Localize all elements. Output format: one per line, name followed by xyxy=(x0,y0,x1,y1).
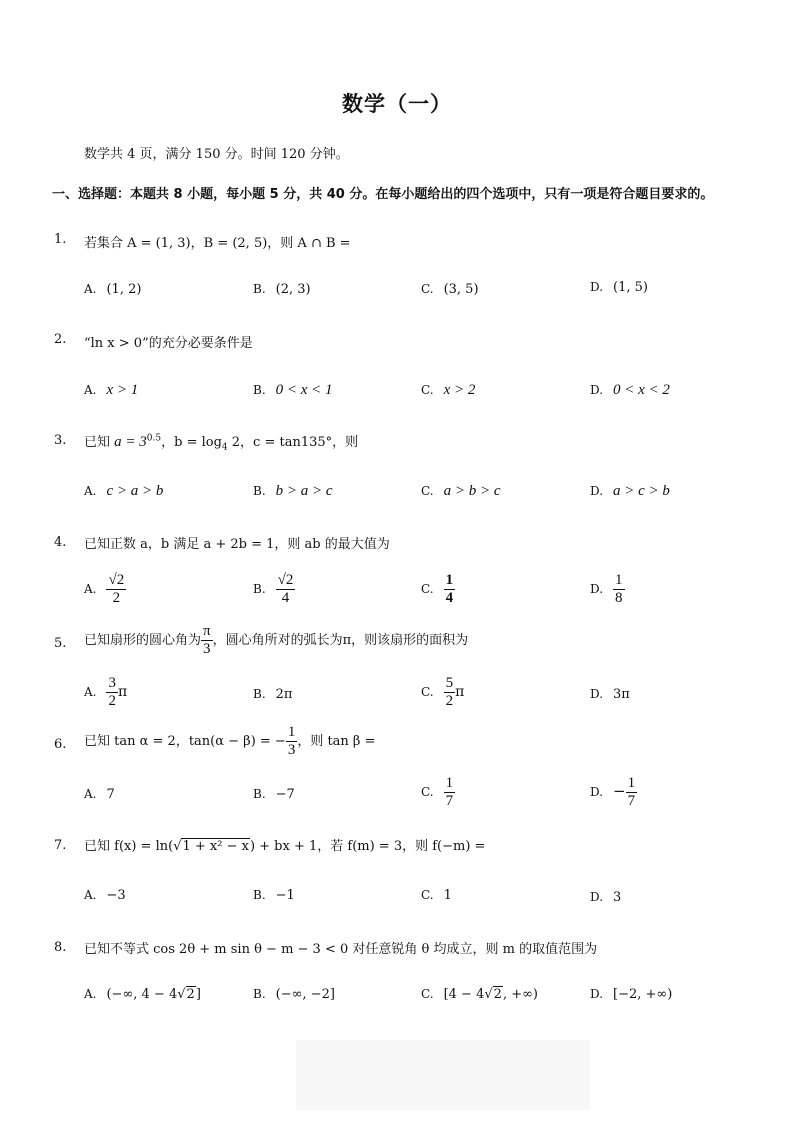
option-label: A. xyxy=(84,685,97,699)
fraction xyxy=(444,572,456,607)
question-text xyxy=(84,431,358,453)
numerator: 1 xyxy=(445,775,454,791)
expr-a-exponent: 0.5 xyxy=(146,433,162,444)
option-value: −3 xyxy=(106,888,126,903)
option-value: x > 2 xyxy=(443,382,476,398)
option-sign: − xyxy=(613,782,626,800)
question-text-pre: 已知 f(x) = ln( xyxy=(84,839,174,854)
denominator: 4 xyxy=(445,590,454,606)
option-value: (2, 3) xyxy=(275,282,311,297)
option-a xyxy=(84,787,115,802)
question-number: 4. xyxy=(54,535,67,550)
option-label: C. xyxy=(421,888,434,902)
option-value-pre: [4 − 4 xyxy=(443,987,485,1002)
denominator: 2 xyxy=(445,693,454,709)
sqrt-radicand: 2 xyxy=(493,987,502,1002)
question-text-post: ) + bx + 1，若 f(m) = 3，则 f(−m) = xyxy=(249,839,486,854)
fraction xyxy=(276,572,296,607)
option-label: B. xyxy=(253,888,266,902)
option-value: 3 xyxy=(613,890,622,905)
option-b xyxy=(253,888,295,903)
numerator: √2 xyxy=(277,572,294,588)
option-label: D. xyxy=(590,987,604,1001)
option-d xyxy=(590,775,637,810)
option-value: (−∞, −2] xyxy=(275,987,335,1002)
option-value: 2π xyxy=(275,687,293,702)
option-label: A. xyxy=(84,987,97,1001)
section-heading: 一、选择题：本题共 8 小题，每小题 5 分，共 40 分。在每小题给出的四个选项中，只有一项是符合题目要求的。 xyxy=(52,187,714,202)
sqrt-icon: √ xyxy=(173,839,182,854)
option-tail: π xyxy=(117,684,128,700)
option-label: B. xyxy=(253,787,266,801)
option-value: −1 xyxy=(275,888,295,903)
page-title: 数学（一） xyxy=(342,92,452,116)
option-label: B. xyxy=(253,987,266,1001)
question-number: 3. xyxy=(54,433,67,448)
denominator: 3 xyxy=(287,742,296,758)
option-d xyxy=(590,890,621,905)
fraction xyxy=(106,572,126,607)
option-label: B. xyxy=(253,484,266,498)
option-label: C. xyxy=(421,582,434,596)
question-number: 5. xyxy=(54,636,67,651)
question-text-pre: 已知 tan α = 2，tan(α − β) = − xyxy=(84,734,286,749)
question-number: 7. xyxy=(54,838,67,853)
option-value: 3π xyxy=(613,687,630,702)
question-number: 6. xyxy=(54,737,67,752)
numerator: 1 xyxy=(287,724,296,740)
option-c xyxy=(421,282,479,297)
option-label: D. xyxy=(590,687,604,701)
option-label: B. xyxy=(253,582,266,596)
expr-tail: 2，c = tan135°，则 xyxy=(227,435,359,450)
exam-intro: 数学共 4 页，满分 150 分。时间 120 分钟。 xyxy=(84,147,349,162)
fraction xyxy=(444,775,456,810)
option-value: c > a > b xyxy=(106,483,164,499)
option-d xyxy=(590,687,630,702)
question-text: 已知不等式 cos 2θ + m sin θ − m − 3 < 0 对任意锐角 θ 均成立，则 m 的取值范围为 xyxy=(84,942,598,957)
option-label: B. xyxy=(253,687,266,701)
denominator: 7 xyxy=(627,793,636,809)
denominator: 8 xyxy=(615,590,623,606)
sqrt-icon: √ xyxy=(484,987,493,1002)
option-b xyxy=(253,483,333,500)
option-b xyxy=(253,382,333,399)
option-label: D. xyxy=(590,383,604,397)
option-a xyxy=(84,382,138,399)
option-b xyxy=(253,282,311,297)
option-value: −7 xyxy=(275,787,295,802)
option-label: A. xyxy=(84,484,97,498)
option-c xyxy=(421,775,455,810)
question-text xyxy=(84,724,375,759)
option-value: 1 xyxy=(443,888,452,903)
option-d xyxy=(590,572,625,607)
fraction xyxy=(201,623,213,658)
option-value: (1, 2) xyxy=(106,282,142,297)
option-d xyxy=(590,987,672,1002)
fraction xyxy=(444,675,456,710)
option-label: C. xyxy=(421,383,434,397)
option-value-pre: (−∞, 4 − 4 xyxy=(106,987,178,1002)
numerator: 1 xyxy=(445,572,454,588)
numerator: 1 xyxy=(627,775,636,791)
sqrt-radicand: 2 xyxy=(186,987,195,1002)
fraction xyxy=(106,675,118,710)
option-b xyxy=(253,572,295,607)
option-c xyxy=(421,888,452,903)
option-value: [−2, +∞) xyxy=(613,987,673,1002)
question-text: “ln x > 0”的充分必要条件是 xyxy=(84,336,253,351)
option-a xyxy=(84,282,141,297)
fraction xyxy=(286,724,298,759)
numerator: π xyxy=(203,623,211,639)
option-c xyxy=(421,572,455,607)
question-text: 若集合 A = (1, 3)，B = (2, 5)，则 A ∩ B = xyxy=(84,236,351,251)
sqrt-expression xyxy=(177,987,196,1002)
denominator: 7 xyxy=(445,793,454,809)
sqrt-radicand: 1 + x² − x xyxy=(182,839,249,854)
fraction xyxy=(613,572,625,607)
sqrt-icon: √ xyxy=(177,987,186,1002)
option-label: D. xyxy=(590,484,604,498)
denominator: 2 xyxy=(112,590,121,606)
option-d xyxy=(590,483,670,500)
option-c xyxy=(421,483,500,500)
option-label: A. xyxy=(84,787,97,801)
option-value: a > b > c xyxy=(443,483,501,499)
question-text xyxy=(84,623,468,658)
option-value: (3, 5) xyxy=(443,282,479,297)
option-a xyxy=(84,987,201,1002)
question-text-post: ，圆心角所对的弧长为π，则该扇形的面积为 xyxy=(212,633,469,648)
question-text-pre: 已知 xyxy=(84,435,111,450)
option-b xyxy=(253,987,335,1002)
question-number: 8. xyxy=(54,940,67,955)
question-text-pre: 已知扇形的圆心角为 xyxy=(84,633,202,648)
option-c xyxy=(421,382,475,399)
numerator: 5 xyxy=(445,675,454,691)
option-label: C. xyxy=(421,282,434,296)
option-value: 7 xyxy=(106,787,115,802)
sqrt-expression xyxy=(484,987,503,1002)
option-value: 0 < x < 2 xyxy=(613,382,670,398)
denominator: 3 xyxy=(203,641,211,657)
option-d xyxy=(590,280,648,295)
question-number: 1. xyxy=(54,232,67,247)
option-label: C. xyxy=(421,484,434,498)
option-label: A. xyxy=(84,582,97,596)
option-c xyxy=(421,987,538,1002)
option-label: B. xyxy=(253,282,266,296)
question-number: 2. xyxy=(54,332,67,347)
option-value: (1, 5) xyxy=(613,280,648,295)
option-label: C. xyxy=(421,785,434,799)
option-value: b > a > c xyxy=(275,483,333,499)
option-label: A. xyxy=(84,383,97,397)
question-text-post: ，则 tan β = xyxy=(297,734,376,749)
option-label: D. xyxy=(590,582,604,596)
option-value: 0 < x < 1 xyxy=(275,382,333,398)
question-text: 已知正数 a，b 满足 a + 2b = 1，则 ab 的最大值为 xyxy=(84,537,390,552)
expr-b: ，b = log xyxy=(161,435,222,450)
option-label: A. xyxy=(84,282,97,296)
option-b xyxy=(253,787,295,802)
denominator: 2 xyxy=(108,693,116,709)
option-value-post: , +∞) xyxy=(502,987,538,1002)
option-a xyxy=(84,675,127,710)
option-value-post: ] xyxy=(195,987,201,1002)
option-a xyxy=(84,888,126,903)
option-tail: π xyxy=(455,684,465,700)
fraction xyxy=(626,775,638,810)
option-label: B. xyxy=(253,383,266,397)
sqrt-expression xyxy=(173,839,250,854)
expr-b-base: 4 xyxy=(221,442,228,453)
option-label: A. xyxy=(84,888,97,902)
option-b xyxy=(253,687,292,702)
option-label: C. xyxy=(421,987,434,1001)
option-c xyxy=(421,675,464,710)
numerator: 1 xyxy=(615,572,623,588)
expr-a: a = 3 xyxy=(114,434,147,450)
numerator: √2 xyxy=(108,572,125,588)
scan-shade xyxy=(296,1040,590,1110)
numerator: 3 xyxy=(108,675,116,691)
denominator: 4 xyxy=(281,590,290,606)
option-label: D. xyxy=(590,785,604,799)
option-label: D. xyxy=(590,890,604,904)
question-text xyxy=(84,835,485,854)
option-d xyxy=(590,382,670,399)
option-a xyxy=(84,483,163,500)
option-value: x > 1 xyxy=(106,382,139,398)
option-label: C. xyxy=(421,685,434,699)
option-label: D. xyxy=(590,280,604,294)
option-a xyxy=(84,572,126,607)
option-value: a > c > b xyxy=(613,483,670,499)
